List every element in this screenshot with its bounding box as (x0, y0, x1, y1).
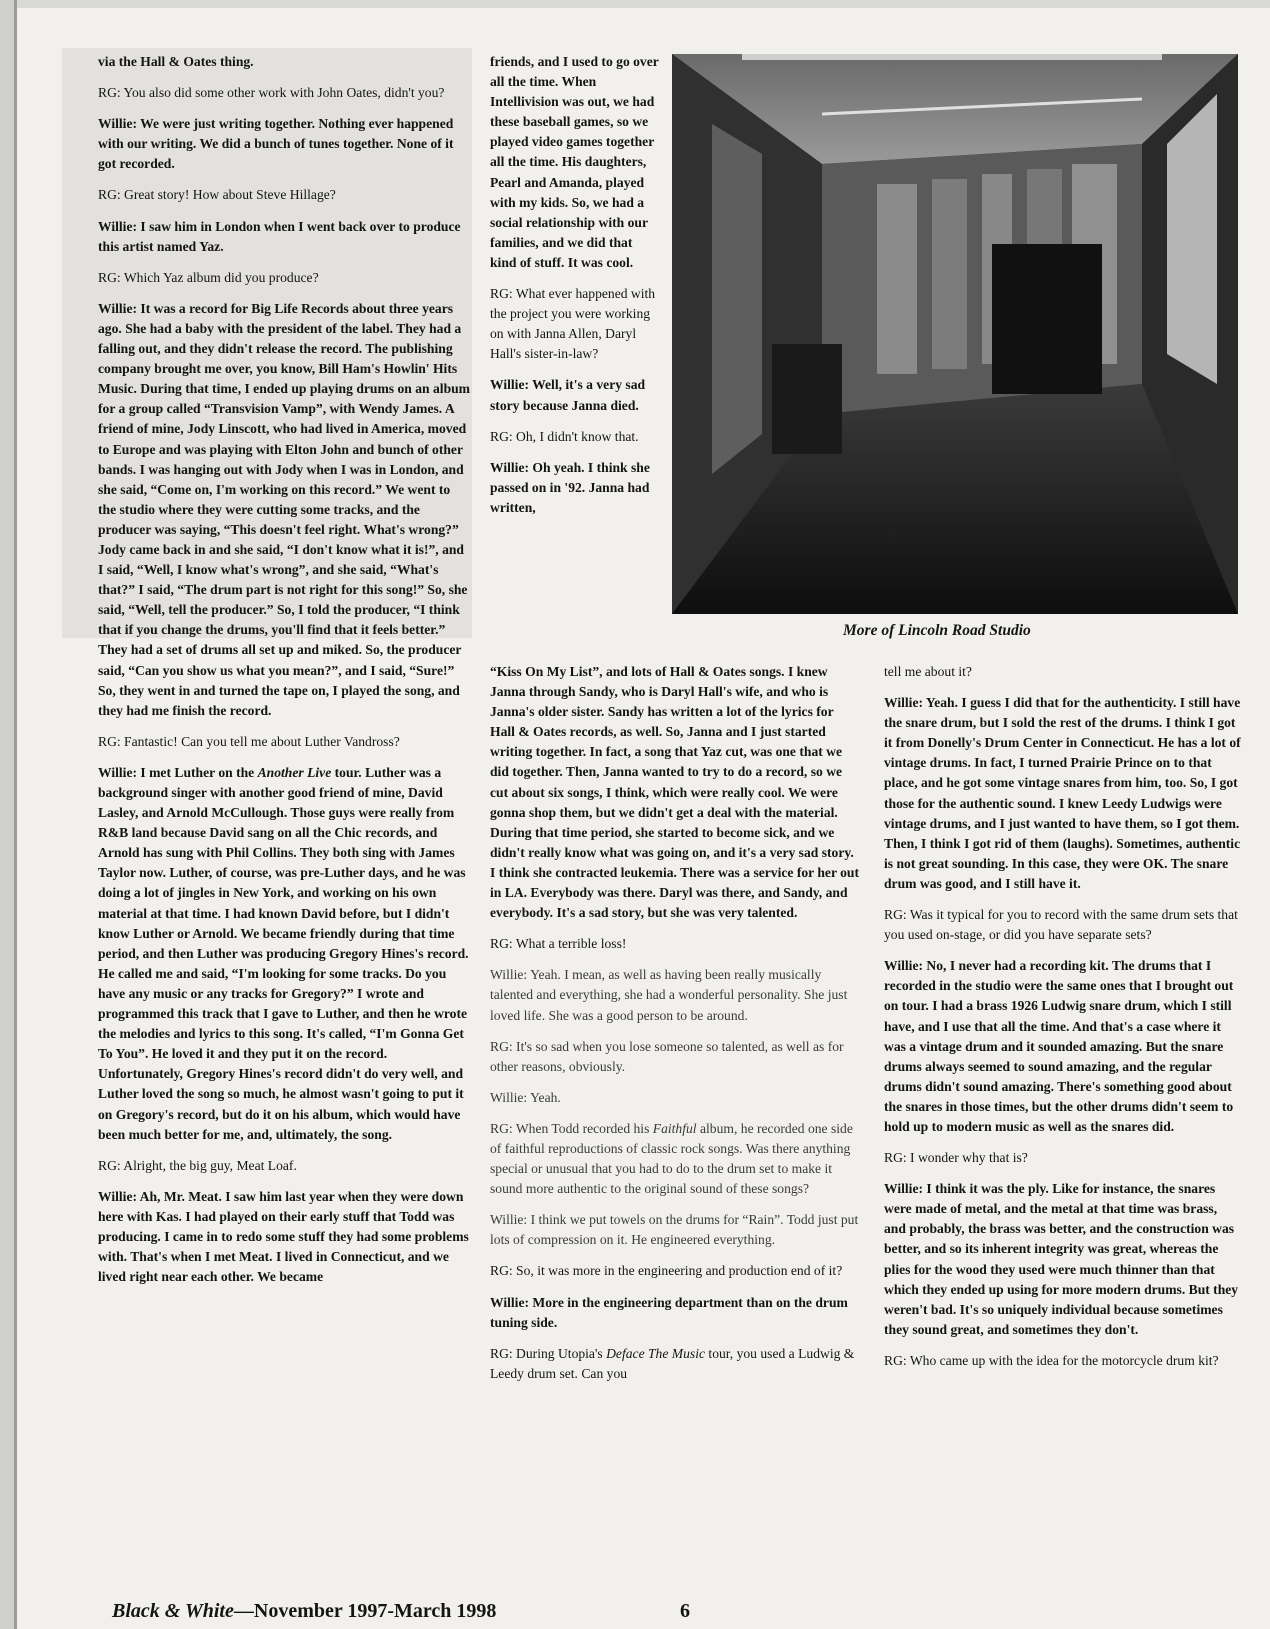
album-title: Faithful (652, 1120, 697, 1136)
page-binding-shadow (14, 0, 17, 1629)
photo-caption: More of Lincoln Road Studio (843, 622, 1031, 639)
question: RG: Was it typical for you to record with the same drum sets that you used on-stage, or did you have separate sets? (884, 907, 1238, 943)
question: RG: Fantastic! Can you tell me about Luther Vandross? (98, 733, 400, 749)
answer (98, 763, 470, 1145)
answer-text: Willie: I met Luther on the (98, 764, 258, 780)
answer: Willie: I think we put towels on the drums for “Rain”. Todd just put lots of compression on it. He engineered everything. (490, 1212, 859, 1248)
question: RG: Alright, the big guy, Meat Loaf. (98, 1157, 297, 1173)
page-left-edge (0, 0, 14, 1629)
studio-photo-illustration (672, 54, 1238, 614)
answer: Willie: It was a record for Big Life Records about three years ago. She had a baby with the president of the label. They had a falling out, and they didn't release the record. The publishing company brought me over, you know, Bill Ham's Howlin' Hits Music. During that time, I ended up playing drums on an album for a group called “Transvision Vamp”, with Wendy James. A friend of mine, Jody Linscott, who had lived in America, moved to Europe and was playing with Elton John and bunch of other bands. I was hanging out with Jody when I was in London, and she said, “Come on, I'm working on this record.” We went to the studio where they were cutting some tracks, and the producer was saying, “This doesn't feel right. What's wrong?” Jody came back in and she said, “I don't know what it is!”, and I said, “Well, I know what's wrong”, and she said, “What's that?” I said, “The drum part is not right for this song!” So, she said, “Well, tell the producer.” So, I told the producer, “I think that if you change the drums, you'll find that it feels better.” They had a set of drums all set up and miked. So, the producer said, “Can you show us what you mean?”, and I said, “Sure!” So, they went in and turned the tape on, I played the song, and they had me finish the record. (98, 300, 471, 718)
page-top-edge (0, 0, 1270, 8)
answer-text: tour. Luther was a background singer with another good friend of mine, David Lasley, and Arnold McCullough. Those guys were really from R&B land because David sang on all the Chic records, and Arnold has sung with Phil Collins. They both sing with James Taylor now. Luther, of course, was pre-Luther days, and he was doing a lot of jingles in New York, and working on his own material at that time. I had known David before, but I didn't know Luther or Arnold. We became friendly during that time period, and then Luther was producing Gregory Hines's record. He called me and said, “I'm looking for some tracks. Do you have any music or any tracks for Gregory?” I wrote and programmed this track that I gave to Luther, and then he wrote the melodies and lyrics to this song. It's called, “I'm Gonna Get To You”. He loved it and they put it on the record. Unfortunately, Gregory Hines's record didn't do very well, and Luther loved the song so much, he almost wasn't going to put it on Gregory's record, but do it on his album, which would have been much better for me, and, ultimately, the song. (98, 764, 469, 1142)
article-column-3 (884, 662, 1242, 1382)
answer: Willie: Yeah. (490, 1089, 561, 1105)
answer: Willie: More in the engineering department than on the drum tuning side. (490, 1294, 848, 1330)
publication-name: Black & White (112, 1600, 234, 1622)
answer: Willie: Oh yeah. I think she passed on in '92. Janna had written, (490, 459, 650, 515)
paragraph: via the Hall & Oates thing. (98, 54, 254, 69)
question: RG: So, it was more in the engineering and production end of it? (490, 1263, 843, 1279)
question-text: RG: During Utopia's (490, 1345, 607, 1361)
question: RG: Great story! How about Steve Hillage? (98, 187, 336, 203)
question: RG: I wonder why that is? (884, 1150, 1028, 1166)
tour-title: Deface The Music (606, 1345, 706, 1361)
answer: friends, and I used to go over all the time. When Intellivision was out, we had these baseball games, so we played video games together all the time. His daughters, Pearl and Amanda, played with my kids. So, we had a social relationship with our families, and we did that kind of stuff. It was cool. (490, 54, 659, 270)
answer: Willie: No, I never had a recording kit. The drums that I recorded in the studio were the same ones that I brought out on tour. I had a brass 1926 Ludwig snare drum, which I still have, and I use that all the time. And that's a case where it was a vintage drum and it sounded amazing. But the snare drums always seemed to sound amazing, and the regular drums didn't sound amazing. There's something good about the snares in those times, but the other drums didn't seem to hold up to modern music as well as the snares did. (884, 958, 1234, 1134)
question: tell me about it? (884, 664, 972, 679)
page-number: 6 (680, 1600, 690, 1622)
article-column-2-lower (490, 662, 860, 1395)
answer: Willie: Yeah. I guess I did that for the authenticity. I still have the snare drum, but I sold the rest of the drums. I think I got it from Donelly's Drum Center in Connecticut. He has a lot of vintage drums. In fact, I turned Prairie Prince on to that place, and he got some vintage snares from him, too. So, I got those for the authentic sound. I knew Leedy Ludwigs were vintage drums, and I just wanted to have them, so I got them. Then, I think I got rid of them (laughs). Sometimes, authentic is not great sounding. In this case, they were OK. The snare drum was good, and I still have it. (884, 695, 1241, 891)
album-title: Another Live (257, 764, 332, 780)
question-text: album, he recorded one side of faithful reproductions of classic rock songs. Was there anything special or unusual that you had to do to the drum set to make it sound more authentic to the original sound of these songs? (490, 1120, 853, 1197)
question: RG: Oh, I didn't know that. (490, 428, 639, 444)
question: RG: Who came up with the idea for the motorcycle drum kit? (884, 1352, 1219, 1368)
question: RG: You also did some other work with John Oates, didn't you? (98, 85, 445, 101)
question-text: tour, you used a Ludwig & Leedy drum set. Can you (490, 1345, 855, 1381)
answer: Willie: I saw him in London when I went back over to produce this artist named Yaz. (98, 218, 461, 254)
answer: Willie: We were just writing together. Nothing ever happened with our writing. We did a bunch of tunes together. None of it got recorded. (98, 116, 454, 172)
question-text: RG: When Todd recorded his (490, 1120, 653, 1136)
answer: Willie: Ah, Mr. Meat. I saw him last year when they were down here with Kas. I had played on their early stuff that Todd was producing. I came in to redo some stuff they had some problems with. That's when I met Meat. I lived in Connecticut, and we lived right near each other. We became (98, 1188, 469, 1285)
question: RG: It's so sad when you lose someone so talented, as well as for other reasons, obviously. (490, 1038, 844, 1074)
question: RG: Which Yaz album did you produce? (98, 269, 319, 285)
question (490, 1119, 860, 1199)
studio-photo (672, 54, 1238, 614)
answer: Willie: I think it was the ply. Like for instance, the snares were made of metal, and the metal at that time was brass, and probably, the brass was better, and the construction was better, and so its inherent integrity was great, whereas the plies for the wood they used were much thinner than that which they ended up using for more modern drums. But they weren't bad. It's so uniquely individual because sometimes they sound great, and sometimes they don't. (884, 1181, 1239, 1337)
answer: Willie: Well, it's a very sad story because Janna died. (490, 377, 646, 413)
answer: Willie: Yeah. I mean, as well as having been really musically talented and everything, she had a wonderful personality. She just loved life. She was a good person to be around. (490, 967, 848, 1023)
article-column-1 (98, 52, 470, 1298)
question (490, 1344, 860, 1384)
question: RG: What a terrible loss! (490, 936, 627, 952)
issue-dates: —November 1997-March 1998 (233, 1600, 497, 1622)
question: RG: What ever happened with the project you were working on with Janna Allen, Daryl Hall's sister-in-law? (490, 286, 656, 362)
page-footer (112, 1600, 812, 1623)
answer: “Kiss On My List”, and lots of Hall & Oates songs. I knew Janna through Sandy, who is Daryl Hall's wife, and who is Janna's older sister. Sandy has written a lot of the lyrics for Hall & Oates records, as well. So, Janna and I just started writing together. In fact, a song that Yaz cut, was one that we did together. Then, Janna wanted to try to do a record, so we cut about six songs, I think, which were really cool. We were gonna shop them, but we didn't get a deal with the material. During that time period, she started to become sick, and we didn't really know what was going on, and it's a very sad story. I think she contracted leukemia. There was a service for her out in LA. Everybody was there. Daryl was there, and Sandy, and everybody. It's a sad story, but she was very talented. (490, 664, 860, 921)
article-column-2 (490, 52, 660, 529)
